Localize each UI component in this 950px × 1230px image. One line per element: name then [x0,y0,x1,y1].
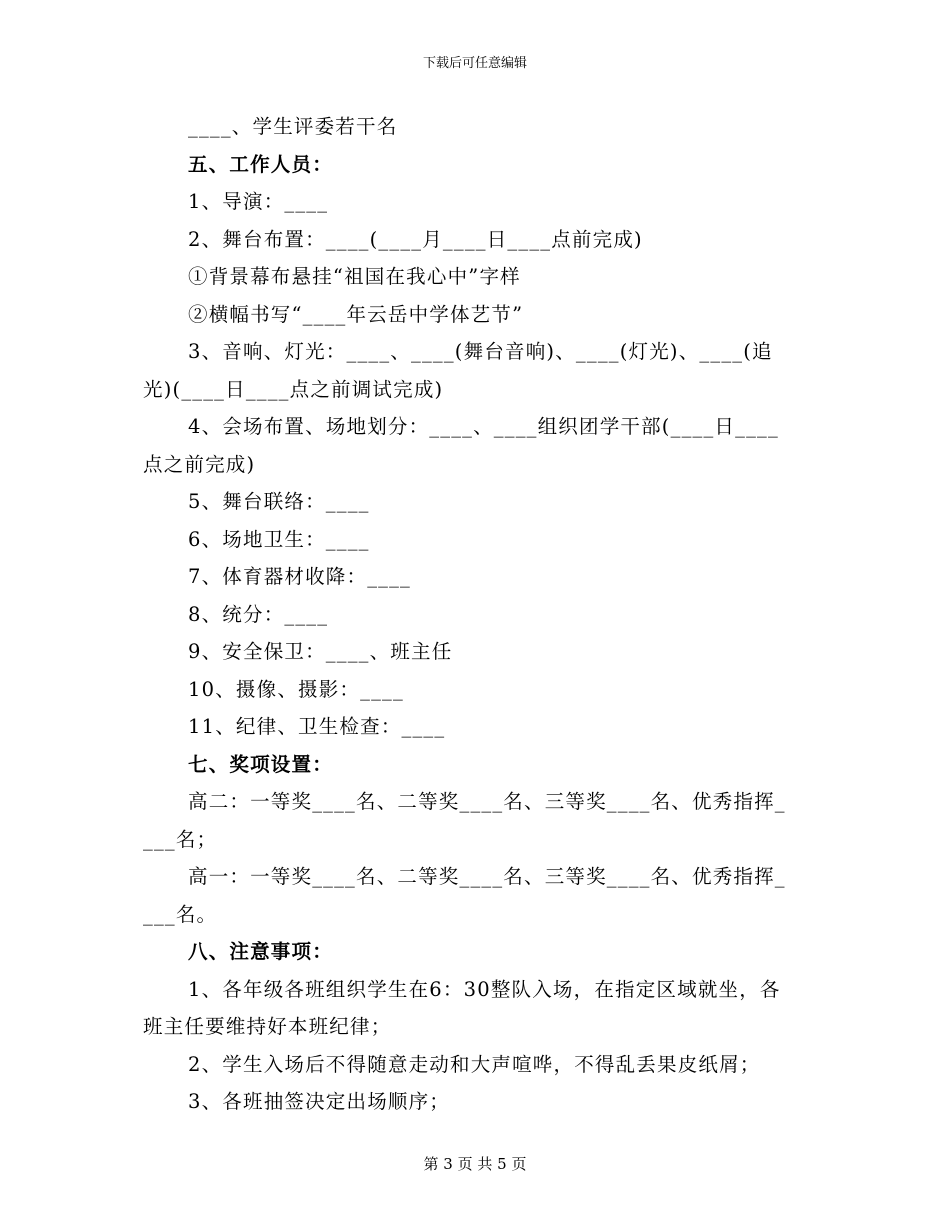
document-line: ②横幅书写“____年云岳中学体艺节” [188,302,524,326]
section-heading: 八、注意事项： [188,940,333,963]
document-line: 高一：一等奖____名、二等奖____名、三等奖____名、优秀指挥_ [188,865,786,888]
document-line: 7、体育器材收降：____ [188,565,412,588]
document-line: 5、舞台联络：____ [188,490,370,513]
document-line: 1、各年级各班组织学生在6：30整队入场，在指定区域就坐，各 [188,977,781,1001]
page-header: 下载后可任意编辑 [422,56,527,71]
document-line: 11、纪律、卫生检查：____ [188,715,446,738]
section-heading: 五、工作人员： [188,152,333,176]
section-heading: 七、奖项设置： [188,752,333,776]
document-line: 10、摄像、摄影：____ [188,677,404,701]
document-line: 1、导演：____ [188,190,329,213]
document-line: 班主任要维持好本班纪律； [143,1015,392,1038]
page-footer: 第 3 页 共 5 页 [423,1155,527,1173]
document-line: 2、学生入场后不得随意走动和大声喧哗，不得乱丢果皮纸屑； [188,1052,761,1076]
document-line: 点之前完成) [143,452,256,476]
document-line: 3、各班抽签决定出场顺序； [188,1090,451,1113]
document-line: ____、学生评委若干名 [188,115,398,138]
document-line: 9、安全保卫：____、班主任 [188,640,453,663]
document-line: ①背景幕布悬挂“祖国在我心中”字样 [188,265,521,288]
document-body [143,108,811,1121]
document-line: ___名； [143,827,218,851]
document-line: 8、统分：____ [188,602,329,626]
document-line: 6、场地卫生：____ [188,527,370,551]
document-line: ___名。 [143,902,218,926]
document-line: 光)(____日____点之前调试完成) [143,377,444,401]
document-line: 2、舞台布置：____(____月____日____点前完成) [188,227,643,251]
document-line: 4、会场布置、场地划分：____、____组织团学干部(____日____ [188,415,779,438]
document-line: 高二：一等奖____名、二等奖____名、三等奖____名、优秀指挥_ [188,790,786,813]
document-line: 3、音响、灯光：____、____(舞台音响)、____(灯光)、____(追 [188,340,773,363]
